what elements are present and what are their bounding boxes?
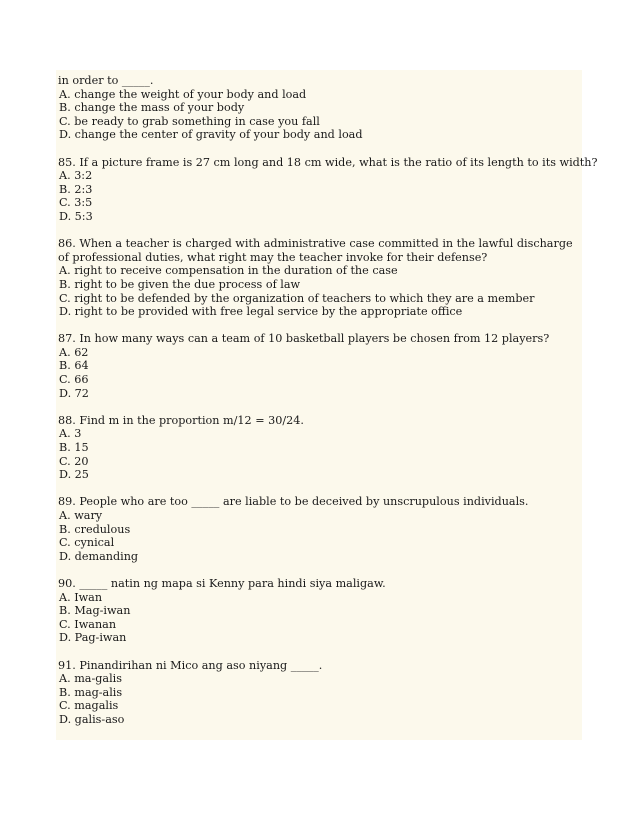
- question-stem: 87. In how many ways can a team of 10 basketball players be chosen from 12 players?: [58, 332, 550, 346]
- option-c: C. Iwanan: [59, 617, 117, 631]
- option-c: C. right to be defended by the organization of teachers to which they are a member: [59, 291, 535, 305]
- option-c: C. cynical: [59, 536, 115, 550]
- option-d: D. 25: [59, 468, 89, 482]
- exam-content: [58, 74, 598, 740]
- option-a: A. 62: [59, 345, 89, 359]
- question-91: [58, 659, 578, 727]
- option-a: A. right to receive compensation in the duration of the case: [59, 264, 398, 278]
- option-a: A. change the weight of your body and load: [59, 87, 307, 101]
- question-88: [58, 414, 578, 482]
- option-d: D. change the center of gravity of your body and load: [59, 128, 363, 142]
- option-b: B. change the mass of your body: [59, 101, 245, 115]
- option-c: C. be ready to grab something in case you fall: [59, 114, 320, 128]
- question-87: [58, 332, 578, 400]
- option-a: A. ma-galis: [59, 672, 122, 686]
- question-stem: in order to _____.: [58, 74, 154, 87]
- question-90: [58, 577, 578, 645]
- option-b: B. 15: [59, 441, 89, 455]
- option-b: B. 64: [59, 359, 89, 373]
- option-a: A. Iwan: [59, 590, 103, 604]
- option-c: C. magalis: [59, 699, 119, 713]
- option-a: A. wary: [59, 509, 103, 522]
- option-b: B. credulous: [59, 522, 131, 536]
- question-stem: 86. When a teacher is charged with administrative case committed in the lawful discharge of professional duties, what right may the teacher invoke for their defense?: [58, 237, 573, 264]
- page-sheet: [56, 70, 598, 740]
- question-stem: 90. _____ natin ng mapa si Kenny para hindi siya maligaw.: [58, 576, 386, 590]
- option-b: B. right to be given the due process of law: [59, 277, 301, 291]
- question-86: [58, 237, 578, 319]
- option-b: B. mag-alis: [59, 685, 123, 699]
- option-b: B. Mag-iwan: [59, 604, 131, 618]
- option-c: C. 3:5: [59, 196, 93, 210]
- question-stem: 89. People who are too _____ are liable to be deceived by unscrupulous individuals.: [58, 495, 529, 509]
- option-d: D. right to be provided with free legal service by the appropriate office: [59, 305, 463, 319]
- option-d: D. galis-aso: [59, 712, 125, 726]
- question-block-continued: [58, 74, 578, 142]
- question-stem: 88. Find m in the proportion m/12 = 30/24.: [58, 413, 304, 427]
- option-d: D. Pag-iwan: [59, 631, 127, 645]
- option-d: D. demanding: [59, 549, 139, 563]
- option-d: D. 5:3: [59, 209, 93, 223]
- question-stem: 85. If a picture frame is 27 cm long and 18 cm wide, what is the ratio of its length to its width?: [58, 155, 598, 169]
- question-89: [58, 495, 578, 563]
- option-c: C. 66: [59, 373, 89, 387]
- question-85: [58, 155, 598, 224]
- question-stem: 91. Pinandirihan ni Mico ang aso niyang _____.: [58, 658, 323, 672]
- option-a: A. 3: [59, 427, 82, 441]
- option-c: C. 20: [59, 454, 89, 468]
- option-b: B. 2:3: [59, 182, 93, 196]
- option-d: D. 72: [59, 386, 89, 400]
- option-a: A. 3:2: [59, 169, 93, 183]
